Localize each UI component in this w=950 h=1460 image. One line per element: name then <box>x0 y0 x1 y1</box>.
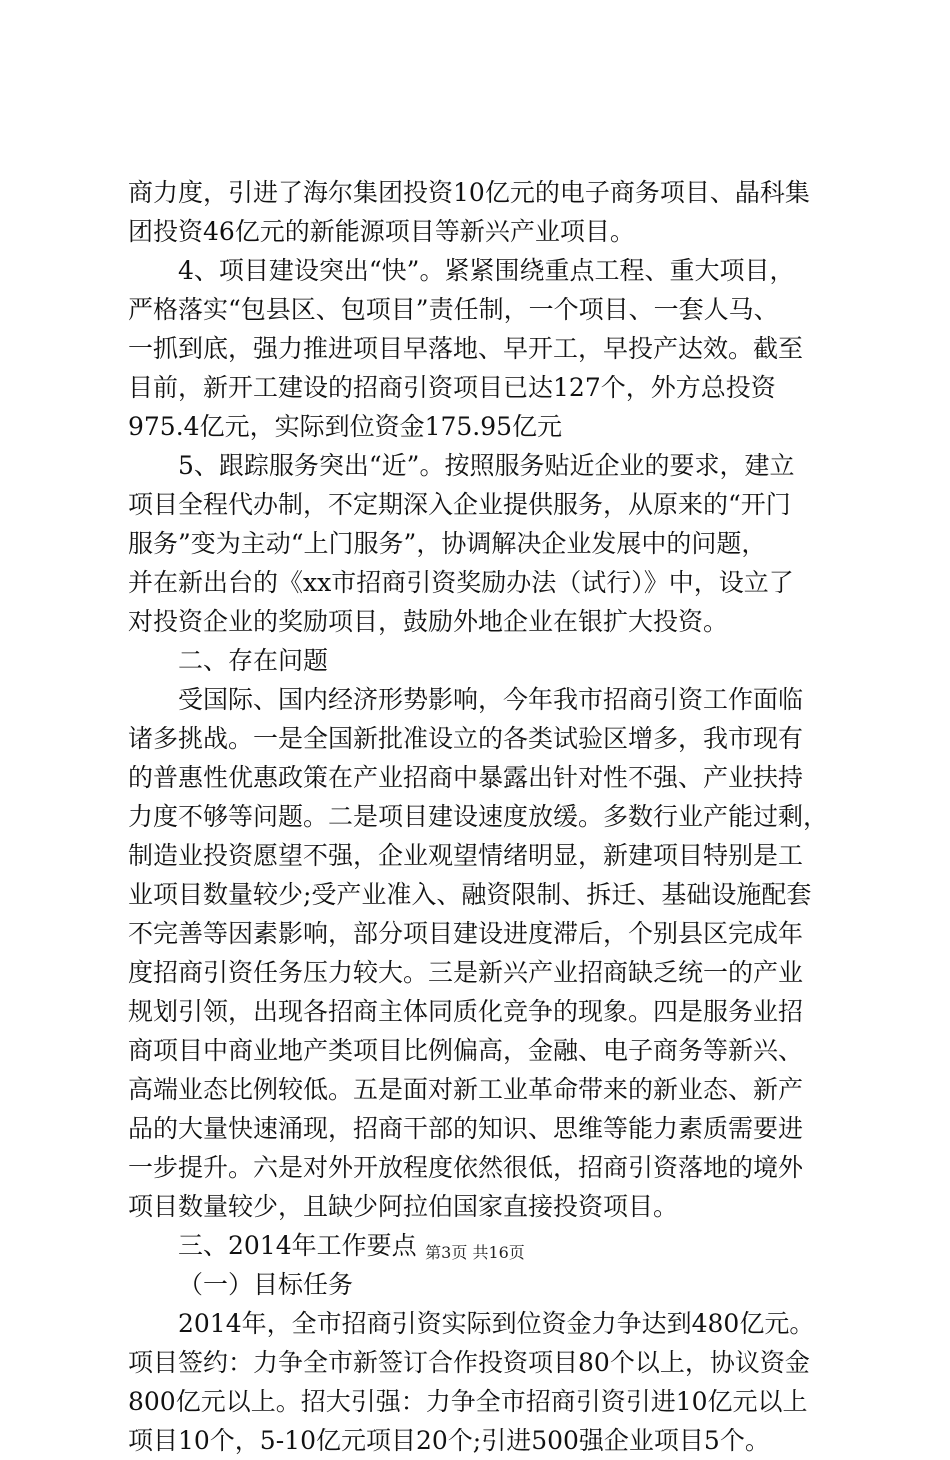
text-line: 诸多挑战。一是全国新批准设立的各类试验区增多，我市现有 <box>128 724 804 753</box>
paragraph-start-line: 2014年，全市招商引资实际到位资金力争达到480亿元。 <box>178 1309 815 1338</box>
subsection-heading: （一）目标任务 <box>178 1270 354 1299</box>
body-text <box>128 173 844 1460</box>
text-line: 项目全程代办制，不定期深入企业提供服务，从原来的“开门 <box>128 490 791 519</box>
text-line: 服务”变为主动“上门服务”，协调解决企业发展中的问题， <box>128 529 767 558</box>
paragraph-start-line: 5、跟踪服务突出“近”。按照服务贴近企业的要求，建立 <box>178 451 795 480</box>
paragraph-start-line: 受国际、国内经济形势影响，今年我市招商引资工作面临 <box>178 685 804 714</box>
text-line: 项目数量较少，且缺少阿拉伯国家直接投资项目。 <box>128 1192 679 1221</box>
text-line: 项目签约：力争全市新签订合作投资项目80个以上，协议资金 <box>128 1348 810 1377</box>
section-heading: 三、2014年工作要点 <box>178 1231 417 1260</box>
page-number-footer: 第3页 共16页 <box>425 1243 525 1262</box>
text-line: 商项目中商业地产类项目比例偏高，金融、电子商务等新兴、 <box>128 1036 804 1065</box>
text-line: 严格落实“包县区、包项目”责任制，一个项目、一套人马、 <box>128 295 779 324</box>
text-line: 制造业投资愿望不强，企业观望情绪明显，新建项目特别是工 <box>128 841 804 870</box>
text-line: 目前，新开工建设的招商引资项目已达127个，外方总投资 <box>128 373 776 402</box>
text-line: 975.4亿元，实际到位资金175.95亿元 <box>128 412 563 441</box>
text-line: 商力度，引进了海尔集团投资10亿元的电子商务项目、晶科集 <box>128 178 810 207</box>
text-line: 一抓到底，强力推进项目早落地、早开工，早投产达效。截至 <box>128 334 804 363</box>
text-line: 力度不够等问题。二是项目建设速度放缓。多数行业产能过剩， <box>128 802 829 831</box>
text-line: 团投资46亿元的新能源项目等新兴产业项目。 <box>128 217 635 246</box>
text-line: 不完善等因素影响，部分项目建设进度滞后，个别县区完成年 <box>128 919 804 948</box>
section-heading: 二、存在问题 <box>178 646 329 675</box>
text-line: 品的大量快速涌现，招商干部的知识、思维等能力素质需要进 <box>128 1114 804 1143</box>
text-line: 并在新出台的《xx市招商引资奖励办法（试行）》中，设立了 <box>128 568 794 597</box>
text-line: 800亿元以上。招大引强：力争全市招商引资引进10亿元以上 <box>128 1387 808 1416</box>
text-line: 对投资企业的奖励项目，鼓励外地企业在银扩大投资。 <box>128 607 729 636</box>
paragraph-start-line: 4、项目建设突出“快”。紧紧围绕重点工程、重大项目， <box>178 256 795 285</box>
text-line: 高端业态比例较低。五是面对新工业革命带来的新业态、新产 <box>128 1075 804 1104</box>
text-line: 一步提升。六是对外开放程度依然很低，招商引资落地的境外 <box>128 1153 804 1182</box>
text-line: 规划引领，出现各招商主体同质化竞争的现象。四是服务业招 <box>128 997 804 1026</box>
text-line: 度招商引资任务压力较大。三是新兴产业招商缺乏统一的产业 <box>128 958 804 987</box>
text-line: 的普惠性优惠政策在产业招商中暴露出针对性不强、产业扶持 <box>128 763 804 792</box>
text-line: 项目10个，5-10亿元项目20个;引进500强企业项目5个。 <box>128 1426 770 1455</box>
text-line: 业项目数量较少;受产业准入、融资限制、拆迁、基础设施配套 <box>128 880 812 909</box>
